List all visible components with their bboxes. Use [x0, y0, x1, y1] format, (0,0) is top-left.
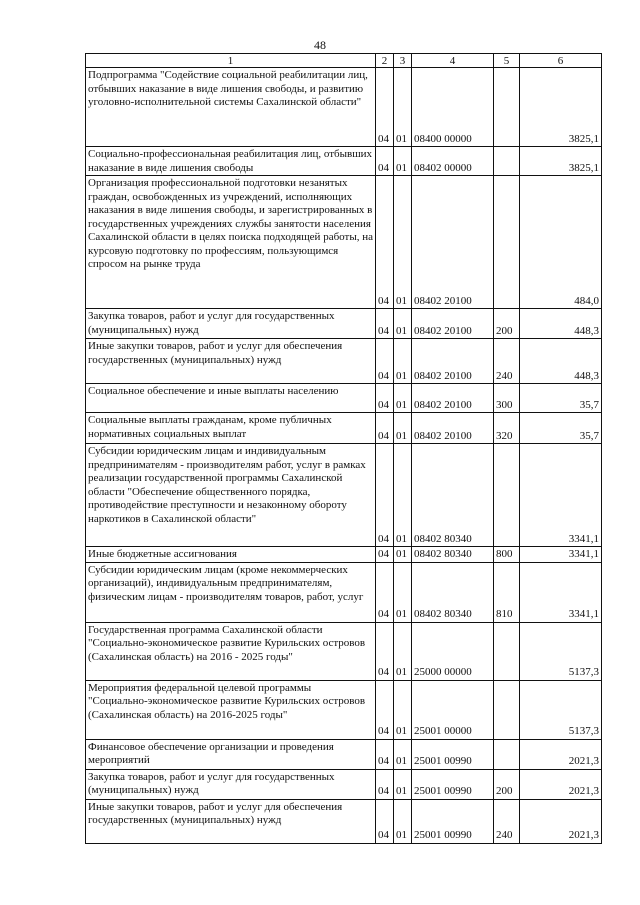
table-row	[86, 547, 602, 563]
row-amount-cell: 3341,1	[520, 562, 602, 622]
table-row	[86, 339, 602, 384]
table-row	[86, 68, 602, 147]
table-row	[86, 413, 602, 444]
row-name-cell: Подпрограмма "Содействие социальной реабилитации лиц, отбывших наказание в виде лишения свободы, и развитию уголовно-исполнительной системы Сахалинской области"	[86, 68, 376, 147]
header-col-6: 6	[520, 54, 602, 68]
row-target-code-cell: 25001 00000	[412, 680, 494, 739]
row-section-cell: 04	[376, 622, 394, 680]
table-body	[86, 68, 602, 844]
row-expense-type-cell: 200	[494, 309, 520, 339]
row-amount-cell: 3341,1	[520, 444, 602, 547]
row-section-cell: 04	[376, 68, 394, 147]
row-subsection-cell: 01	[394, 547, 412, 563]
row-name-cell: Субсидии юридическим лицам и индивидуальным предпринимателям - производителям работ, услуг в рамках реализации государственной программы Сахалинской области "Обеспечение общественного порядка, противодействие преступности и незаконному обороту наркотиков в Сахалинской области"	[86, 444, 376, 547]
row-expense-type-cell: 320	[494, 413, 520, 444]
row-target-code-cell: 08402 80340	[412, 562, 494, 622]
row-subsection-cell: 01	[394, 769, 412, 799]
row-section-cell: 04	[376, 309, 394, 339]
row-name-cell: Государственная программа Сахалинской области "Социально-экономическое развитие Курильских островов (Сахалинская область) на 2016 - 2025 годы"	[86, 622, 376, 680]
table-row	[86, 562, 602, 622]
row-target-code-cell: 08402 20100	[412, 413, 494, 444]
row-name-cell: Социально-профессиональная реабилитация лиц, отбывших наказание в виде лишения свободы	[86, 147, 376, 176]
row-section-cell: 04	[376, 769, 394, 799]
row-name-cell: Социальное обеспечение и иные выплаты населению	[86, 384, 376, 413]
row-expense-type-cell: 300	[494, 384, 520, 413]
row-target-code-cell: 08402 80340	[412, 444, 494, 547]
row-amount-cell: 2021,3	[520, 769, 602, 799]
header-col-5: 5	[494, 54, 520, 68]
row-name-cell: Закупка товаров, работ и услуг для государственных (муниципальных) нужд	[86, 309, 376, 339]
table-row	[86, 147, 602, 176]
row-section-cell: 04	[376, 384, 394, 413]
row-amount-cell: 2021,3	[520, 799, 602, 843]
row-amount-cell: 3825,1	[520, 68, 602, 147]
row-subsection-cell: 01	[394, 562, 412, 622]
row-expense-type-cell: 800	[494, 547, 520, 563]
row-amount-cell: 2021,3	[520, 739, 602, 769]
row-expense-type-cell	[494, 68, 520, 147]
table-row	[86, 444, 602, 547]
row-section-cell: 04	[376, 799, 394, 843]
row-subsection-cell: 01	[394, 384, 412, 413]
row-name-cell: Социальные выплаты гражданам, кроме публичных нормативных социальных выплат	[86, 413, 376, 444]
row-expense-type-cell	[494, 176, 520, 309]
header-col-2: 2	[376, 54, 394, 68]
row-expense-type-cell	[494, 680, 520, 739]
table-row	[86, 309, 602, 339]
row-expense-type-cell: 240	[494, 799, 520, 843]
row-expense-type-cell	[494, 622, 520, 680]
row-expense-type-cell	[494, 739, 520, 769]
row-section-cell: 04	[376, 413, 394, 444]
row-name-cell: Закупка товаров, работ и услуг для государственных (муниципальных) нужд	[86, 769, 376, 799]
table-row	[86, 799, 602, 843]
row-subsection-cell: 01	[394, 147, 412, 176]
row-subsection-cell: 01	[394, 68, 412, 147]
table-row	[86, 176, 602, 309]
row-target-code-cell: 08402 80340	[412, 547, 494, 563]
header-col-1: 1	[86, 54, 376, 68]
row-amount-cell: 5137,3	[520, 680, 602, 739]
row-amount-cell: 35,7	[520, 384, 602, 413]
row-amount-cell: 448,3	[520, 309, 602, 339]
row-name-cell: Иные бюджетные ассигнования	[86, 547, 376, 563]
row-name-cell: Организация профессиональной подготовки незанятых граждан, освобожденных из учреждений, исполняющих наказания в виде лишения свободы, и зарегистрированных в государственных учреждениях службы занятости населения Сахалинской области в целях поиска подходящей работы, на курсовую подготовку по профессиям, пользующимся спросом на рынке труда	[86, 176, 376, 309]
table-row	[86, 384, 602, 413]
row-subsection-cell: 01	[394, 309, 412, 339]
row-expense-type-cell: 810	[494, 562, 520, 622]
row-amount-cell: 3341,1	[520, 547, 602, 563]
row-target-code-cell: 08402 20100	[412, 309, 494, 339]
row-expense-type-cell: 200	[494, 769, 520, 799]
row-section-cell: 04	[376, 444, 394, 547]
row-name-cell: Мероприятия федеральной целевой программы "Социально-экономическое развитие Курильских островов (Сахалинская область) на 2016-2025 годы"	[86, 680, 376, 739]
row-target-code-cell: 08400 00000	[412, 68, 494, 147]
row-expense-type-cell	[494, 444, 520, 547]
row-target-code-cell: 08402 00000	[412, 147, 494, 176]
budget-table	[85, 53, 602, 844]
row-section-cell: 04	[376, 176, 394, 309]
row-subsection-cell: 01	[394, 339, 412, 384]
row-section-cell: 04	[376, 562, 394, 622]
table-row	[86, 739, 602, 769]
row-expense-type-cell: 240	[494, 339, 520, 384]
row-subsection-cell: 01	[394, 176, 412, 309]
table-row	[86, 680, 602, 739]
row-section-cell: 04	[376, 547, 394, 563]
header-col-4: 4	[412, 54, 494, 68]
row-name-cell: Иные закупки товаров, работ и услуг для обеспечения государственных (муниципальных) нужд	[86, 339, 376, 384]
table-row	[86, 622, 602, 680]
row-target-code-cell: 25000 00000	[412, 622, 494, 680]
row-subsection-cell: 01	[394, 413, 412, 444]
row-amount-cell: 448,3	[520, 339, 602, 384]
row-target-code-cell: 08402 20100	[412, 339, 494, 384]
row-subsection-cell: 01	[394, 680, 412, 739]
row-target-code-cell: 25001 00990	[412, 799, 494, 843]
row-target-code-cell: 25001 00990	[412, 769, 494, 799]
page-number: 48	[314, 38, 326, 52]
row-amount-cell: 3825,1	[520, 147, 602, 176]
row-section-cell: 04	[376, 680, 394, 739]
row-target-code-cell: 08402 20100	[412, 384, 494, 413]
row-name-cell: Иные закупки товаров, работ и услуг для обеспечения государственных (муниципальных) нужд	[86, 799, 376, 843]
row-amount-cell: 35,7	[520, 413, 602, 444]
row-section-cell: 04	[376, 147, 394, 176]
row-subsection-cell: 01	[394, 622, 412, 680]
row-section-cell: 04	[376, 739, 394, 769]
row-expense-type-cell	[494, 147, 520, 176]
table-header-row	[86, 54, 602, 68]
row-name-cell: Финансовое обеспечение организации и проведения мероприятий	[86, 739, 376, 769]
row-name-cell: Субсидии юридическим лицам (кроме некоммерческих организаций), индивидуальным предпринимателям, физическим лицам - производителям товаров, работ, услуг	[86, 562, 376, 622]
row-section-cell: 04	[376, 339, 394, 384]
row-subsection-cell: 01	[394, 739, 412, 769]
row-subsection-cell: 01	[394, 799, 412, 843]
row-amount-cell: 484,0	[520, 176, 602, 309]
header-col-3: 3	[394, 54, 412, 68]
row-target-code-cell: 08402 20100	[412, 176, 494, 309]
row-target-code-cell: 25001 00990	[412, 739, 494, 769]
table-row	[86, 769, 602, 799]
row-amount-cell: 5137,3	[520, 622, 602, 680]
row-subsection-cell: 01	[394, 444, 412, 547]
